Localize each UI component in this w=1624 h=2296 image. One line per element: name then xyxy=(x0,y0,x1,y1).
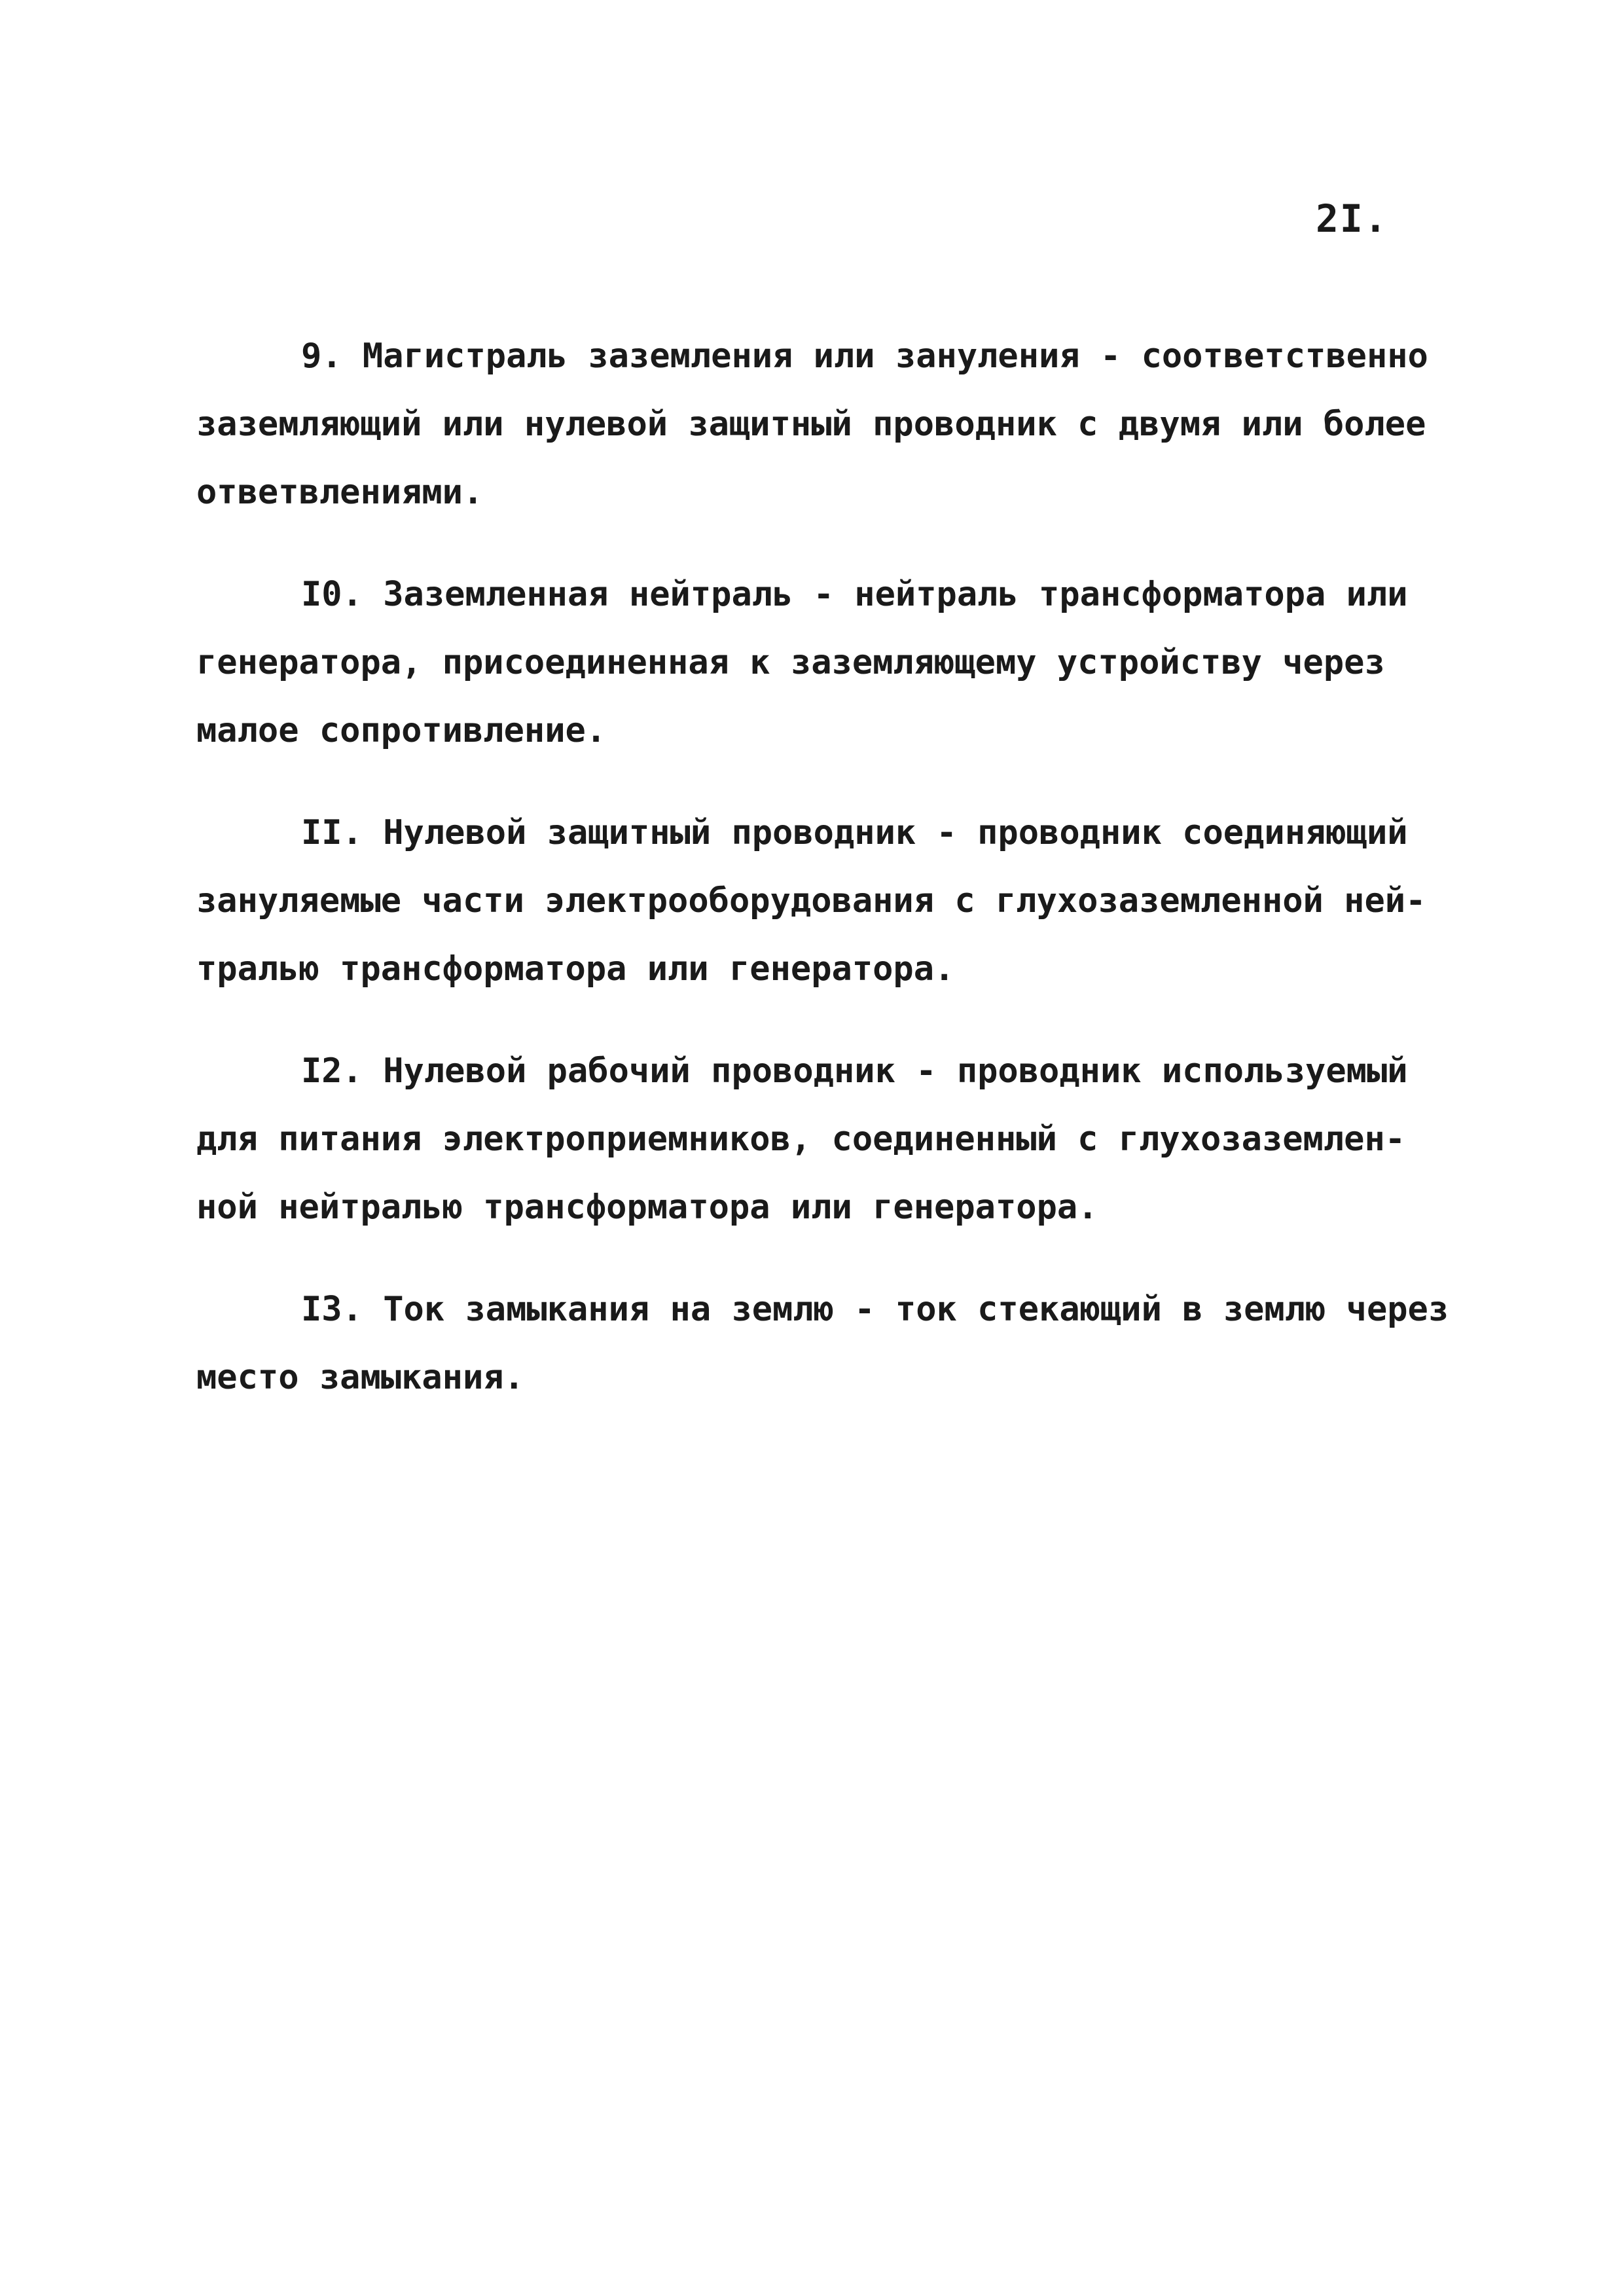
definition-line: место замыкания. xyxy=(196,1358,524,1397)
definition-line: ной нейтралью трансформатора или генератора. xyxy=(196,1188,1098,1227)
definition-line: I0. Заземленная нейтраль - нейтраль трансформатора или xyxy=(301,575,1408,614)
definition-line: II. Нулевой защитный проводник - проводник соединяющий xyxy=(301,813,1408,852)
definition-item-13 xyxy=(196,1275,1449,1412)
definition-line: тралью трансформатора или генератора. xyxy=(196,949,955,989)
definition-line: малое сопротивление. xyxy=(196,711,607,750)
page-number: 2I. xyxy=(1316,196,1388,241)
definition-line: 9. Магистраль заземления или зануления - соответственно xyxy=(301,337,1428,376)
definition-line: зануляемые части электрооборудования с глухозаземленной ней- xyxy=(196,881,1426,920)
definition-item-12 xyxy=(196,1037,1440,1241)
definition-line: I2. Нулевой рабочий проводник - проводник используемый xyxy=(301,1051,1408,1091)
definition-line: для питания электроприемников, соединенный с глухозаземлен- xyxy=(196,1120,1406,1159)
definition-item-11 xyxy=(196,799,1440,1003)
definition-line: ответвлениями. xyxy=(196,473,484,512)
definition-line: генератора, присоединенная к заземляющему устройству через xyxy=(196,643,1385,682)
definition-line: заземляющий или нулевой защитный проводник с двумя или более xyxy=(196,405,1426,444)
definition-line: I3. Ток замыкания на землю - ток стекающий в землю через xyxy=(301,1290,1449,1329)
definitions-list xyxy=(196,322,1449,1446)
definition-item-9 xyxy=(196,322,1440,526)
definition-item-10 xyxy=(196,560,1440,765)
